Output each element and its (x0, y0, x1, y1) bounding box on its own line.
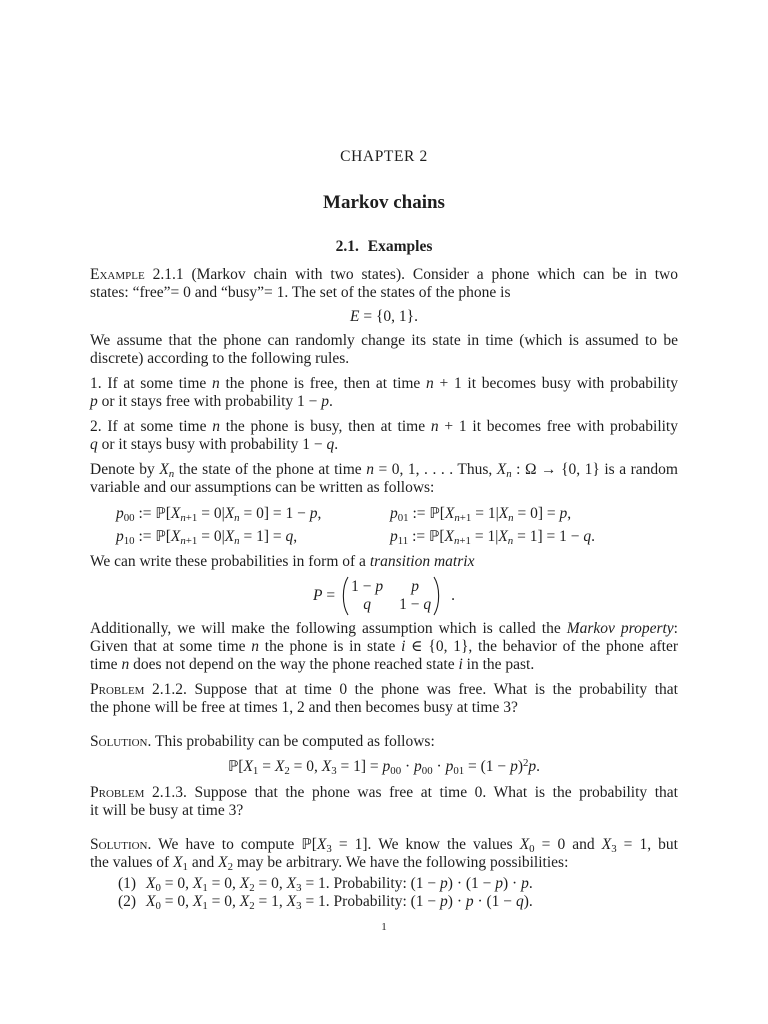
text-line: q or it stays busy with probability 1 − q. (90, 436, 339, 453)
small-caps-label: Problem (90, 784, 145, 801)
italic-text: i (458, 656, 463, 673)
italic-text: X (192, 875, 203, 892)
transition-probability-equation: $p_{11}$ := $ℙ[X_{n+1} = 1|X_n = 1] = 1 - q$. (390, 528, 595, 548)
rule-1 (90, 375, 678, 411)
text-line: time n does not depend on the way the phone reached state i in the past. (90, 656, 535, 673)
subscript: n+1 (454, 512, 472, 525)
italic-text: n (121, 656, 130, 673)
text-line: discrete) according to the following rules. (90, 350, 350, 367)
italic-text: p (495, 875, 504, 892)
case-label: (2) (118, 893, 137, 910)
italic-text: X (239, 893, 250, 910)
text-line: Solution. We have to compute $ℙ[X_3 = 1]$. We know the values $X_0 = 0$ and $X_3 = 1$, but (90, 836, 678, 856)
subscript (508, 512, 513, 524)
italic-text: p (382, 758, 391, 775)
blackboard-bold-symbol: ℙ (155, 528, 166, 545)
subscript: 3 (296, 900, 302, 913)
case-content: $X_0 = 0$, $X_1 = 0$, $X_2 = 0$, $X_3 = 1$. Probability: (1 − p) · (1 − p) · p. (146, 875, 533, 895)
matrix-entry: 1 − p (351, 578, 384, 595)
italic-text: n (180, 535, 186, 548)
subscript (234, 512, 239, 524)
blackboard-bold-symbol: ℙ (301, 836, 312, 853)
subscript (234, 535, 239, 547)
assumption-paragraph (90, 332, 678, 368)
subscript: 2 (227, 861, 233, 874)
text-line: it will be busy at time 3? (90, 802, 244, 819)
small-caps-label: Solution (90, 733, 148, 750)
transition-probability-equation: $p_{01}$ := $ℙ[X_{n+1} = 1|X_n = 0] = p$, (390, 505, 572, 525)
italic-text: X (496, 461, 507, 478)
italic-text: X (286, 893, 297, 910)
text-line: Given that at some time n the phone is in state i ∈ {0, 1}, the behavior of the phone after (90, 638, 678, 655)
superscript: 2 (522, 757, 529, 770)
subscript: 1 (182, 861, 188, 874)
text-line: Problem 2.1.2. Suppose that at time 0 the phone was free. What is the probability that (90, 681, 678, 698)
transition-probability-equation: $p_{00}$ := $ℙ[X_{n+1} = 0|X_n = 0] = 1 - p$, (116, 505, 322, 525)
text-line: the values of $X_1$ and $X_2$ may be arbitrary. We have the following possibilities: (90, 854, 569, 874)
text-line: Additionally, we will make the following assumption which is called the Markov property: (90, 620, 678, 637)
blackboard-bold-symbol: ℙ (155, 505, 166, 522)
subscript: 3 (331, 765, 337, 778)
blackboard-bold-symbol: ℙ (429, 528, 440, 545)
italic-text: n (426, 375, 434, 392)
italic-text: q (423, 596, 432, 613)
italic-text: X (274, 758, 285, 775)
italic-text: p (390, 528, 398, 545)
italic-text: p (321, 393, 330, 410)
matrix-right-parenthesis (433, 576, 441, 616)
subscript (508, 535, 513, 547)
solution-2-1-3 (90, 836, 678, 872)
example-2-1-1 (90, 266, 678, 302)
italic-text: X (444, 505, 455, 522)
italic-text: X (224, 505, 235, 522)
italic-text: n (366, 461, 374, 478)
small-caps-label: Solution (90, 836, 148, 853)
matrix-lhs: P = (313, 587, 336, 604)
subscript: 01 (453, 765, 465, 778)
italic-text: p (510, 758, 518, 775)
case-item (118, 893, 533, 911)
italic-text: q (326, 436, 335, 453)
subscript: 00 (421, 765, 433, 778)
italic-text: X (239, 875, 250, 892)
italic-text: n (212, 375, 220, 392)
italic-text: X (146, 875, 156, 892)
subscript: n+1 (180, 512, 198, 525)
text-line: Denote by $X_n$ the state of the phone at time n = 0, 1, . . . . Thus, $X_n$ : Ω → {0, 1} is a random (90, 461, 678, 481)
subscript: 11 (397, 535, 409, 548)
transition-matrix-display (0, 576, 768, 616)
italic-text: X (192, 893, 203, 910)
notation-paragraph (90, 461, 678, 497)
blackboard-bold-symbol: ℙ (227, 758, 239, 775)
case-item (118, 875, 533, 893)
italic-text: X (444, 528, 454, 545)
subscript (506, 468, 511, 480)
italic-text: X (286, 875, 297, 892)
italic-text: p (411, 578, 419, 595)
section-heading: 2.1. Examples (335, 238, 433, 255)
italic-text: X (159, 461, 169, 478)
subscript: 1 (252, 765, 259, 778)
italic-text: X (601, 836, 612, 853)
italic-text: X (170, 528, 181, 545)
italic-text: P (313, 587, 323, 604)
chapter-title: Markov chains (323, 192, 445, 213)
subscript: 01 (397, 512, 409, 525)
italic-text: n (180, 512, 186, 525)
italic-text: q (285, 528, 294, 545)
italic-text: X (321, 758, 332, 775)
chapter-label: CHAPTER 2 (340, 148, 428, 165)
italic-text: n (453, 535, 460, 548)
italic-text: X (224, 528, 235, 545)
subscript: n+1 (180, 535, 198, 548)
italic-text: X (498, 505, 509, 522)
page-number: 1 (381, 921, 387, 933)
italic-text: p (521, 875, 529, 892)
text-line: p or it stays free with probability 1 − p. (90, 393, 333, 410)
text-line: We can write these probabilities in form of a transition matrix (90, 553, 475, 570)
italic-text: p (90, 393, 98, 410)
italic-text: n (234, 535, 240, 548)
italic-text: n (454, 512, 460, 525)
italic-text: n (508, 512, 514, 525)
italic-text: q (90, 436, 98, 453)
blackboard-bold-symbol: ℙ (429, 505, 440, 522)
italic-text: p (465, 893, 474, 910)
subscript: 3 (326, 843, 332, 856)
italic-text: X (146, 893, 156, 910)
text-line: 1. If at some time n the phone is free, then at time n + 1 it becomes busy with probability (90, 375, 678, 392)
subscript: 10 (123, 535, 135, 548)
problem-2-1-3 (90, 784, 678, 820)
italic-text: n (251, 638, 260, 655)
matrix-entry (399, 578, 431, 596)
subscript: 0 (155, 900, 161, 913)
subscript: 00 (390, 765, 402, 778)
italic-text: n (168, 468, 175, 481)
text-line: We assume that the phone can randomly change its state in time (which is assumed to be (90, 332, 678, 349)
italic-text: X (173, 854, 183, 871)
subscript: 1 (202, 882, 208, 895)
italic-text: q (363, 596, 371, 613)
text-line: states: “free”= 0 and “busy”= 1. The set of the states of the phone is (90, 284, 511, 301)
italic-text: p (445, 758, 454, 775)
matrix-entries (351, 578, 431, 614)
italic-text: q (583, 528, 592, 545)
matrix-left-parenthesis (341, 576, 349, 616)
text-line: variable and our assumptions can be written as follows: (90, 479, 435, 496)
italic-text: X (218, 854, 228, 871)
italic-text: n (506, 468, 512, 481)
italic-text: p (440, 893, 448, 910)
text-line: Solution. This probability can be computed as follows: (90, 733, 435, 750)
markov-property-paragraph (90, 620, 678, 674)
italic-text: p (309, 505, 318, 522)
subscript: 2 (284, 765, 290, 778)
italic-text: p (414, 758, 422, 775)
italic-text: p (390, 505, 398, 522)
italic-text: n (507, 535, 514, 548)
subscript: 2 (249, 900, 255, 913)
subscript: n+1 (453, 535, 471, 548)
matrix-entry (351, 596, 383, 614)
small-caps-label: Problem (90, 681, 145, 698)
subscript: 2 (249, 882, 255, 895)
solution-2-1-2 (90, 733, 678, 751)
italic-text: p (116, 528, 124, 545)
italic-text: p (375, 578, 384, 595)
subscript (169, 468, 174, 480)
matrix-intro-paragraph (90, 553, 678, 571)
text-line: the phone will be free at times 1, 2 and then becomes busy at time 3? (90, 699, 518, 716)
italic-text: p (116, 505, 124, 522)
italic-text: p (528, 758, 537, 775)
text-line: Example 2.1.1 (Markov chain with two states). Consider a phone which can be in two (90, 266, 678, 283)
subscript: 00 (123, 512, 135, 525)
case-label: (1) (118, 875, 137, 892)
matrix-trailing-period: . (451, 587, 455, 604)
italic-text: p (559, 505, 568, 522)
text-line: 2. If at some time n the phone is busy, then at time n + 1 it becomes free with probability (90, 418, 678, 435)
transition-probability-row (0, 528, 768, 546)
italic-text: q (515, 893, 524, 910)
italic-text: transition matrix (369, 553, 475, 570)
italic-text: X (519, 836, 530, 853)
text-line: Problem 2.1.3. Suppose that the phone was free at time 0. What is the probability that (90, 784, 678, 801)
transition-probability-equation: $p_{10}$ := $ℙ[X_{n+1} = 0|X_n = 1] = q$, (116, 528, 298, 548)
case-content: $X_0 = 0$, $X_1 = 0$, $X_2 = 1$, $X_3 = 1$. Probability: (1 − p) · p · (1 − q). (146, 893, 533, 913)
italic-text: n (430, 418, 439, 435)
italic-text: X (498, 528, 508, 545)
italic-text: Markov property (566, 620, 674, 637)
problem-2-1-2 (90, 681, 678, 717)
italic-text: n (212, 418, 220, 435)
state-space-equation: E = {0, 1}. (350, 308, 418, 325)
subscript: 0 (155, 882, 161, 895)
transition-probability-row (0, 505, 768, 523)
italic-text: X (170, 505, 181, 522)
subscript: 3 (611, 843, 617, 856)
italic-text: E (350, 308, 360, 325)
italic-text: X (243, 758, 253, 775)
rule-2 (90, 418, 678, 454)
italic-text: n (234, 512, 240, 525)
italic-text: p (440, 875, 448, 892)
small-caps-label: Example (90, 266, 145, 283)
italic-text: X (316, 836, 327, 853)
subscript: 3 (296, 882, 302, 895)
matrix-entry: 1 − q (399, 596, 432, 613)
solution-2-1-2-equation: $ℙ[X_1 = X_2 = 0$, $X_3 = 1] = p_{00} \cdot p_{00} \cdot p_{01} = (1 - p)^2p$. (227, 757, 541, 778)
subscript: 0 (529, 843, 535, 856)
subscript: 1 (202, 900, 208, 913)
italic-text: i (401, 638, 406, 655)
